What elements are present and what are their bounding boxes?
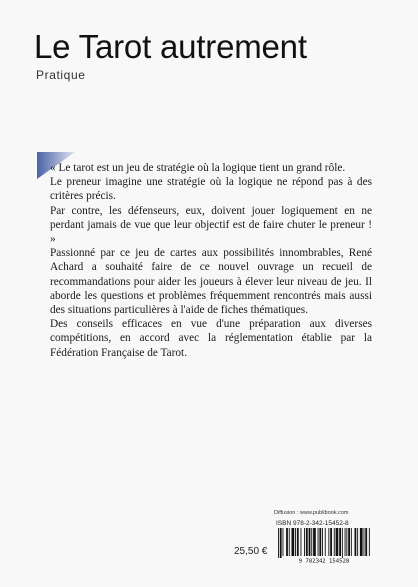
isbn-label: ISBN 978-2-342-15452-8 (276, 520, 349, 527)
barcode-bar (286, 528, 288, 556)
barcode-bar (297, 528, 299, 556)
barcode-bar (346, 528, 347, 556)
blurb-text (50, 161, 372, 360)
barcode-bar (365, 528, 367, 556)
barcode-bar (289, 528, 290, 556)
barcode-bar (342, 528, 343, 558)
barcode-bar (311, 528, 312, 556)
barcode-bar (348, 528, 350, 556)
blurb-paragraph: Passionné par ce jeu de cartes aux possibilités innombrables, René Achard a souhaité faire de ce nouvel ouvrage un recueil de recommandations pour aider les joueurs à élever leur niveau de jeu. Il aborde les questions et problèmes fréquemment rencontrés mais aussi des situations particulières à l'aide de fiches thématiques. (50, 247, 372, 317)
blurb-paragraph: « Le tarot est un jeu de stratégie où la logique tient un grand rôle. (50, 162, 346, 174)
barcode-bar (325, 528, 326, 556)
barcode-bar (304, 528, 305, 556)
distributor-line: Diffusion : www.publibook.com (274, 510, 349, 516)
blurb-paragraph: Le preneur imagine une stratégie où la logique ne répond pas à des critères précis. (50, 176, 372, 203)
barcode-bar (364, 528, 365, 556)
barcode-bar (295, 528, 296, 556)
barcode-bar (280, 528, 282, 558)
barcode-bar (283, 528, 284, 556)
barcode-bar (345, 528, 346, 556)
barcode-bar (306, 528, 308, 556)
barcode-bar (319, 528, 321, 556)
barcode-bar (313, 528, 316, 556)
barcode-bar (330, 528, 332, 556)
book-title: Le Tarot autrement (34, 28, 307, 65)
barcode-bar (278, 528, 279, 558)
barcode-bar (369, 528, 370, 556)
barcode-bar (360, 528, 363, 556)
barcode-bar (309, 528, 311, 556)
blurb-paragraph: Des conseils efficaces en vue d'une préparation aux diverses compétitions, en accord avec la réglementation établie par la Fédération Française de Tarot. (50, 318, 372, 359)
barcode-digits: 9 782342 154528 (298, 558, 350, 564)
barcode-bar (328, 528, 329, 556)
barcode-bar (322, 528, 323, 556)
blurb-paragraph: Par contre, les défenseurs, eux, doivent jouer logiquement en ne perdant jamais de vue que leur objectif est de faire chuter le preneur ! » (50, 204, 372, 246)
barcode-icon (274, 528, 374, 564)
price-label: 25,50 € (234, 546, 268, 557)
barcode-bar (357, 528, 358, 556)
barcode-bar (351, 528, 352, 556)
barcode-bar (292, 528, 295, 556)
barcode-bar (318, 528, 319, 556)
barcode-bar (334, 528, 335, 556)
barcode-bar (336, 528, 339, 556)
barcode-bar (355, 528, 357, 556)
barcode-bar (301, 528, 302, 556)
collection-label: Pratique (36, 68, 86, 82)
barcode-bar (339, 528, 341, 556)
